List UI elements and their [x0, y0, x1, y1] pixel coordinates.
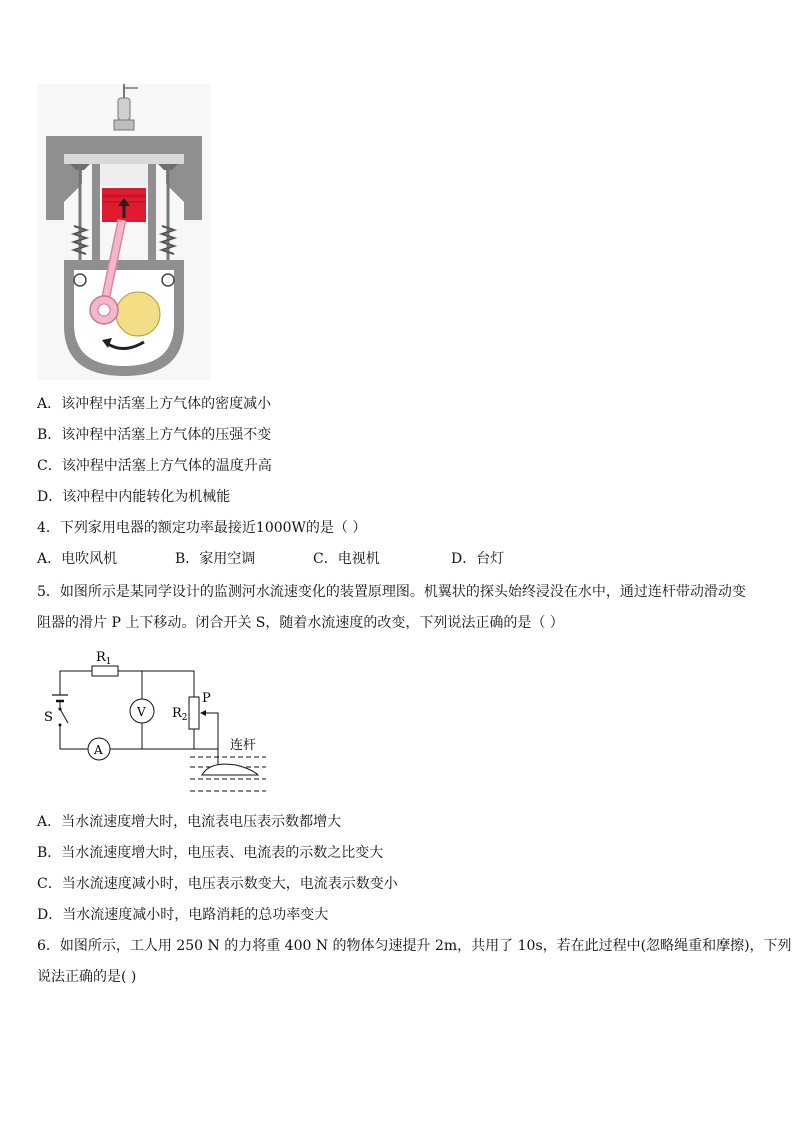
- q5-option-c: C．当水流速度减小时，电压表示数变大，电流表示数变小: [37, 876, 398, 892]
- q4-stem: 4．下列家用电器的额定功率最接近1000W的是（ ）: [37, 520, 367, 536]
- q4-option-c: C．电视机: [313, 551, 380, 567]
- q3-option-a: A．该冲程中活塞上方气体的密度减小: [37, 396, 272, 412]
- q5-stem-line2: 阻器的滑片 P 上下移动。闭合开关 S，随着水流速度的改变，下列说法正确的是（ ）: [37, 615, 564, 631]
- q5-option-d: D．当水流速度减小时，电路消耗的总功率变大: [37, 907, 329, 923]
- p-label: P: [202, 691, 211, 706]
- ammeter-label: A: [94, 743, 103, 757]
- engine-cylinder-diagram: [38, 84, 210, 380]
- q3-option-d: D．该冲程中内能转化为机械能: [37, 489, 231, 505]
- q4-option-a: A．电吹风机: [37, 551, 118, 567]
- q3-option-c: C．该冲程中活塞上方气体的温度升高: [37, 458, 272, 474]
- q6-stem-line1: 6．如图所示，工人用 250 N 的力将重 400 N 的物体匀速提升 2m，共用了 10s，若在此过程中(忽略绳重和摩擦)，下列: [37, 938, 792, 954]
- q5-stem-line1: 5．如图所示是某同学设计的监测河水流速变化的装置原理图。机翼状的探头始终浸没在水中，通过连杆带动滑动变: [37, 584, 746, 600]
- voltmeter-label: V: [137, 705, 146, 719]
- q4-options: [37, 549, 757, 569]
- r2-label: $R_2$: [172, 706, 188, 723]
- q4-option-d: D．台灯: [451, 551, 505, 567]
- r1-label: $R_1$: [96, 650, 112, 667]
- s-label: S: [44, 710, 53, 725]
- circuit-diagram: [40, 645, 272, 797]
- q5-option-b: B．当水流速度增大时，电压表、电流表的示数之比变大: [37, 845, 384, 861]
- q6-stem-line2: 说法正确的是( ): [37, 969, 137, 985]
- rod-label: 连杆: [230, 738, 257, 753]
- q4-option-b: B．家用空调: [175, 551, 256, 567]
- q5-option-a: A．当水流速度增大时，电流表电压表示数都增大: [37, 814, 342, 830]
- q3-option-b: B．该冲程中活塞上方气体的压强不变: [37, 427, 272, 443]
